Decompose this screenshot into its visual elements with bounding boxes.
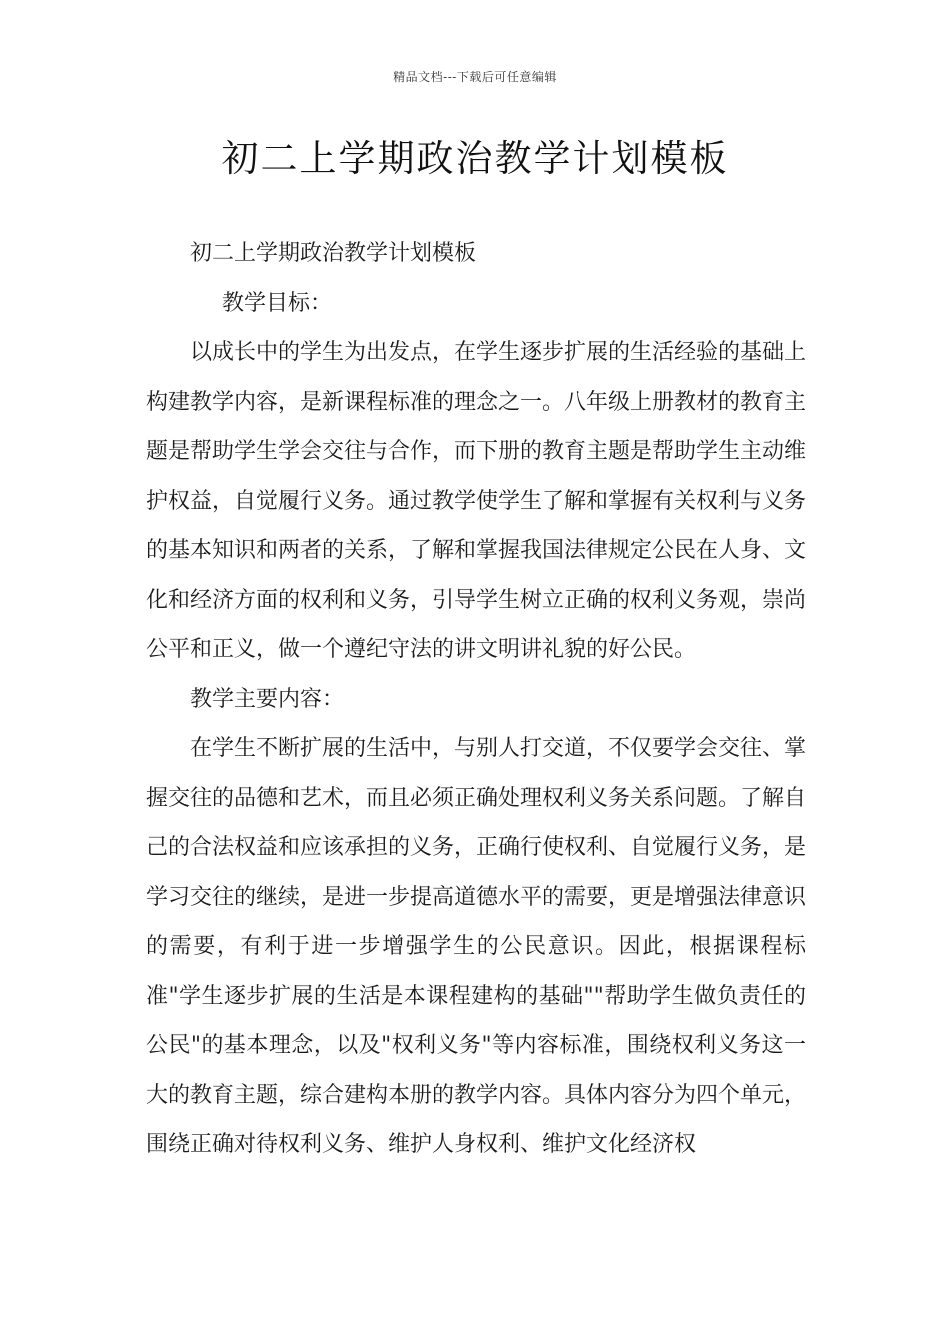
document-subtitle: 初二上学期政治教学计划模板: [190, 241, 477, 266]
document-title: 初二上学期政治教学计划模板: [221, 137, 729, 180]
header-note: 精品文档---下载后可任意编辑: [393, 70, 557, 84]
paragraph-goals: 以成长中的学生为出发点，在学生逐步扩展的生活经验的基础上构建教学内容，是新课程标准的理念之一。八年级上册教材的教育主题是帮助学生学会交往与合作，而下册的教育主题是帮助学生主动维护权益，自觉履行义务。通过教学使学生了解和掌握有关权利与义务的基本知识和两者的关系，了解和掌握我国法律规定公民在人身、文化和经济方面的权利和义务，引导学生树立正确的权利义务观，崇尚公平和正义，做一个遵纪守法的讲文明讲礼貌的好公民。: [146, 340, 807, 662]
document-body: [146, 229, 806, 1170]
paragraph-content: 在学生不断扩展的生活中，与别人打交道，不仅要学会交往、掌握交往的品德和艺术，而且必须正确处理权利义务关系问题。了解自己的合法权益和应该承担的义务，正确行使权利、自觉履行义务，是学习交往的继续，是进一步提高道德水平的需要，更是增强法律意识的需要，有利于进一步增强学生的公民意识。因此，根据课程标准"学生逐步扩展的生活是本课程建构的基础""帮助学生做负责任的公民"的基本理念，以及"权利义务"等内容标准，围绕权利义务这一大的教育主题，综合建构本册的教学内容。具体内容分为四个单元，围绕正确对待权利义务、维护人身权利、维护文化经济权: [146, 736, 807, 1157]
section-heading-goals: 教学目标：: [222, 290, 333, 316]
section-heading-content: 教学主要内容：: [190, 686, 345, 712]
